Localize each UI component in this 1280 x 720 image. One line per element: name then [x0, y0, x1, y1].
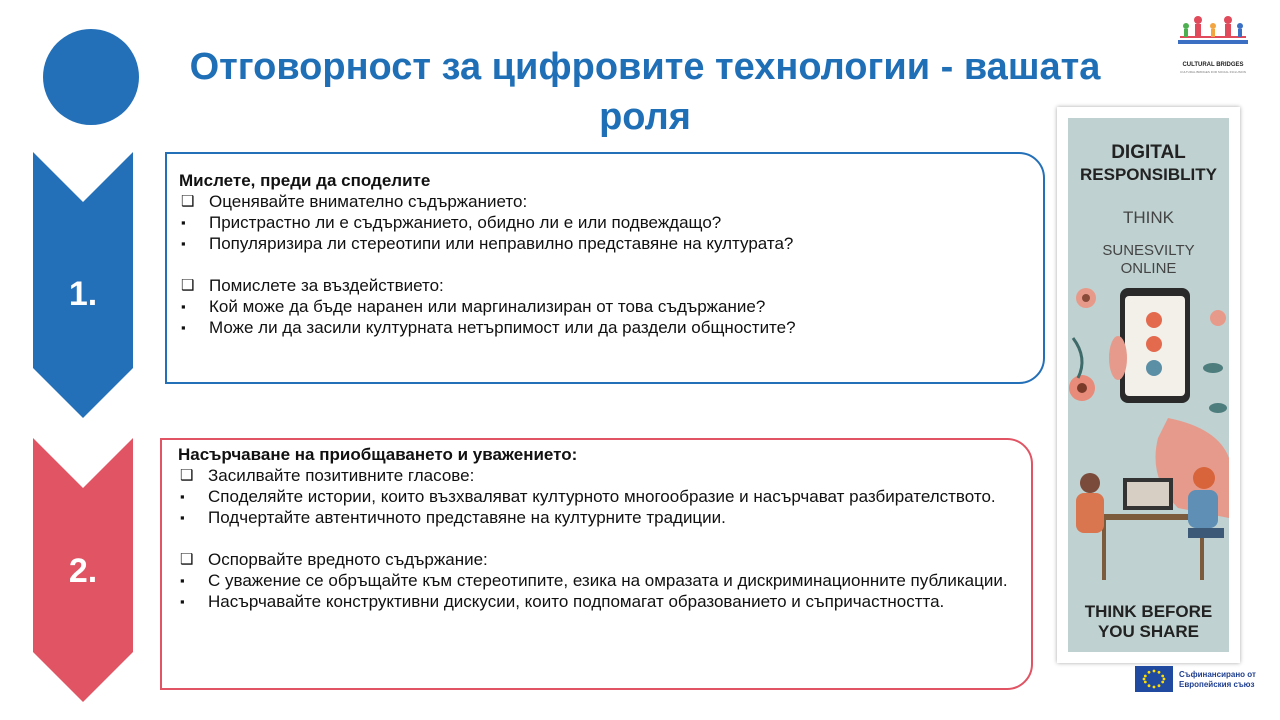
- checkbox-icon: ❑: [181, 277, 195, 294]
- section-1-heading: Мислете, преди да споделите: [179, 171, 431, 190]
- list-item: ▪ Може ли да засили културната нетърпимост или да раздели общностите?: [181, 318, 796, 337]
- bullet-icon: ▪: [180, 510, 185, 525]
- bullet-icon: ▪: [180, 489, 185, 504]
- list-item: ▪ Насърчавайте конструктивни дискусии, които подпомагат образованието и съпричастността.: [180, 592, 945, 611]
- section-2-heading: Насърчаване на приобщаването и уважението:: [178, 445, 578, 464]
- poster-bottom-1: THINK BEFORE: [1084, 602, 1213, 621]
- logo-tagline: CULTURAL BRIDGES FOR SOCIAL INCLUSION: [1180, 70, 1246, 74]
- poster-middle-1: THINK: [1123, 208, 1174, 227]
- list-item: ❑ Засилвайте позитивните гласове:: [180, 466, 475, 485]
- eu-cofunded-logo: [1133, 664, 1273, 694]
- page-title: Отговорност за цифровите технологии - вашата роля: [189, 46, 1101, 138]
- bullet-icon: ▪: [181, 236, 186, 251]
- bullet-icon: ▪: [181, 215, 186, 230]
- list-item: ▪ Споделяйте истории, които възхваляват културното многообразие и насърчават разбирателството.: [180, 487, 996, 506]
- list-item: ❑ Помислете за въздействието:: [181, 276, 444, 295]
- checkbox-icon: ❑: [180, 551, 194, 568]
- bullet-icon: ▪: [180, 573, 185, 588]
- list-item: ❑ Оспорвайте вредното съдържание:: [180, 550, 488, 569]
- poster-middle-2: SUNESVILTY: [1102, 242, 1195, 259]
- cultural-bridges-logo: [1170, 10, 1270, 80]
- poster-title-1: DIGITAL: [1111, 142, 1186, 163]
- eu-flag-icon: [1135, 666, 1173, 692]
- poster-middle-3: ONLINE: [1120, 260, 1177, 277]
- digital-responsibility-poster: [1057, 107, 1240, 663]
- list-item: ▪ Кой може да бъде наранен или маргинализиран от това съдържание?: [181, 297, 766, 316]
- list-item: ▪ Подчертайте автентичното представяне на културните традиции.: [180, 508, 726, 527]
- decorative-circle: [43, 29, 139, 125]
- poster-illustration: [1068, 278, 1229, 588]
- list-item: ❑ Оценявайте внимателно съдържанието:: [181, 192, 528, 211]
- section-1-box: [165, 152, 1045, 384]
- section-2-box: [160, 438, 1033, 690]
- section-2-number: 2.: [68, 552, 98, 590]
- checkbox-icon: ❑: [181, 193, 195, 210]
- eu-line-2: Европейския съюз: [1179, 680, 1255, 689]
- bullet-icon: ▪: [181, 320, 186, 335]
- bullet-icon: ▪: [181, 299, 186, 314]
- poster-title-2: RESPONSIBLITY: [1080, 165, 1217, 184]
- bullet-icon: ▪: [180, 594, 185, 609]
- bridge-people-icon: [1170, 10, 1256, 60]
- checkbox-icon: ❑: [180, 467, 194, 484]
- list-item: ▪ Популяризира ли стереотипи или неправилно представяне на културата?: [181, 234, 794, 253]
- list-item: ▪ С уважение се обръщайте към стереотипите, езика на омразата и дискриминационните публикации.: [180, 571, 1008, 590]
- section-1-number: 1.: [68, 275, 98, 313]
- poster-bottom-2: YOU SHARE: [1097, 622, 1200, 641]
- eu-line-1: Съфинансирано от: [1179, 670, 1256, 679]
- list-item: ▪ Пристрастно ли е съдържанието, обидно ли е или подвеждащо?: [181, 213, 722, 232]
- logo-name: CULTURAL BRIDGES: [1182, 62, 1244, 68]
